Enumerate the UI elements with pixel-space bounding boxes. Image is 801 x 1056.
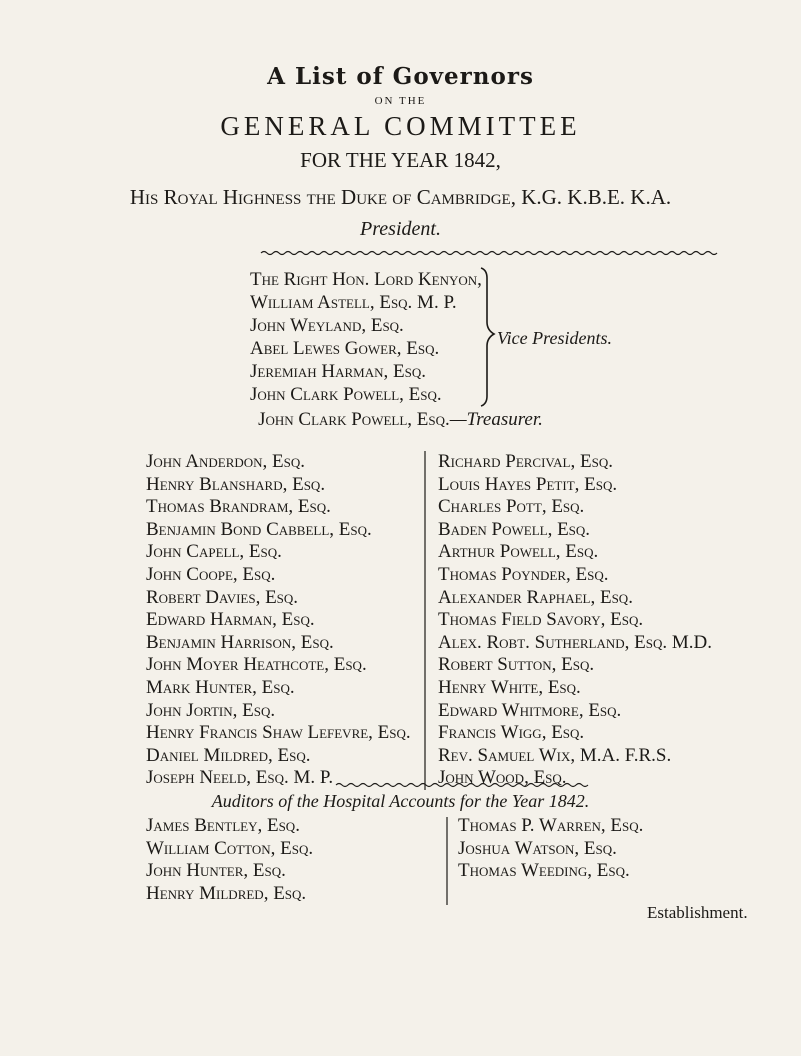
catchword: Establishment. (647, 903, 748, 922)
list-item: Thomas P. Warren, Esq. (458, 815, 644, 836)
list-item: Robert Davies, Esq. (146, 586, 299, 608)
on-the-label: ON THE (374, 95, 427, 107)
list-item: Henry White, Esq. (438, 676, 581, 698)
list-item: Louis Hayes Petit, Esq. (438, 473, 618, 495)
vice-presidents-list (250, 268, 482, 406)
list-item: Thomas Field Savory, Esq. (438, 609, 644, 631)
list-item: Abel Lewes Gower, Esq. (250, 338, 440, 359)
list-item: Arthur Powell, Esq. (438, 541, 599, 563)
president-name: His Royal Highness the Duke of Cambridge, K.G. K.B.E. K.A. (129, 185, 672, 209)
list-item: John Weyland, Esq. (250, 315, 404, 336)
vice-presidents-label: Vice Presidents. (497, 328, 612, 348)
list-item: John Coope, Esq. (146, 563, 276, 585)
list-item: Edward Whitmore, Esq. (438, 699, 622, 721)
list-item: Joseph Neeld, Esq. M. P. (146, 767, 334, 789)
list-item: John Hunter, Esq. (146, 860, 286, 882)
list-of-governors-title: A List of Governors (267, 63, 534, 90)
list-item: Mark Hunter, Esq. (146, 676, 295, 698)
list-item: John Capell, Esq. (146, 541, 282, 563)
list-item: William Cotton, Esq. (146, 837, 314, 859)
president-title: President. (360, 218, 441, 240)
treasurer-name: John Clark Powell, Esq. (258, 409, 450, 430)
treasurer-line (0, 409, 801, 431)
list-item: John Anderdon, Esq. (146, 451, 306, 472)
list-item: Alexander Raphael, Esq. (438, 586, 633, 608)
list-item: John Jortin, Esq. (146, 699, 276, 721)
list-item: Edward Harman, Esq. (146, 609, 315, 631)
treasurer-role: —Treasurer. (449, 409, 543, 430)
auditors-left-column (146, 815, 313, 905)
list-item: John Wood, Esq. (438, 767, 567, 789)
list-item: Rev. Samuel Wix, M.A. F.R.S. (438, 744, 672, 766)
list-item: Alex. Robt. Sutherland, Esq. M.D. (438, 631, 713, 653)
list-item: Benjamin Harrison, Esq. (146, 631, 334, 653)
auditors-heading: Auditors of the Hospital Accounts for the Year 1842. (211, 791, 590, 811)
list-item: John Moyer Heathcote, Esq. (146, 654, 367, 676)
list-item: Daniel Mildred, Esq. (146, 744, 311, 766)
list-item: Thomas Weeding, Esq. (458, 860, 630, 882)
list-item: Thomas Brandram, Esq. (146, 496, 331, 518)
list-item: William Astell, Esq. M. P. (250, 292, 457, 313)
list-item: Henry Francis Shaw Lefevre, Esq. (146, 722, 411, 744)
list-item: John Clark Powell, Esq. (250, 384, 442, 405)
list-item: James Bentley, Esq. (146, 815, 300, 836)
vice-presidents-brace (481, 268, 494, 406)
auditors-right-column (458, 815, 643, 883)
wavy-rule-top (261, 252, 717, 255)
list-item: Benjamin Bond Cabbell, Esq. (146, 518, 372, 540)
list-item: Thomas Poynder, Esq. (438, 563, 609, 585)
list-item: Henry Mildred, Esq. (146, 882, 307, 904)
list-item: Francis Wigg, Esq. (438, 722, 585, 744)
list-item: Robert Sutton, Esq. (438, 654, 595, 676)
list-item: Jeremiah Harman, Esq. (250, 361, 426, 382)
year-line: FOR THE YEAR 1842, (300, 148, 501, 172)
committee-left-column (146, 451, 411, 790)
list-item: The Right Hon. Lord Kenyon, (250, 269, 482, 290)
list-item: Charles Pott, Esq. (438, 496, 585, 518)
list-item: Richard Percival, Esq. (438, 451, 613, 472)
list-item: Baden Powell, Esq. (438, 518, 591, 540)
general-committee-title: GENERAL COMMITTEE (220, 111, 581, 141)
list-item: Joshua Watson, Esq. (458, 837, 617, 859)
committee-right-column (438, 451, 712, 790)
list-item: Henry Blanshard, Esq. (146, 473, 326, 495)
